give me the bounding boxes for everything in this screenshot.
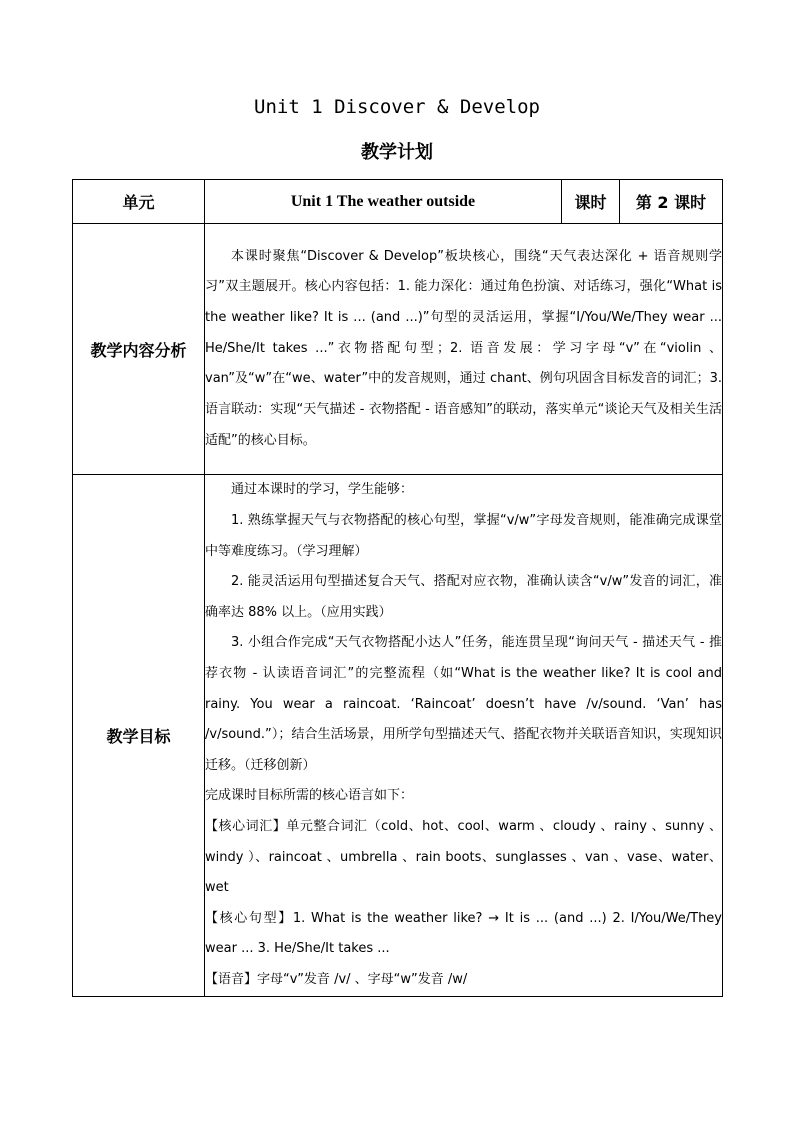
- analysis-text: 本课时聚焦“Discover & Develop”板块核心，围绕“天气表达深化 + 语音规则学习”双主题展开。核心内容包括：1. 能力深化：通过角色扮演、对话练习，强化“What is the weather like? It is ... (and ...)”句型的灵活运用，掌握“I/You/We/They wear ... He/She/It takes ...”衣物搭配句型；2. 语音发展：学习字母“v”在“violin 、van”及“w”在“we、water”中的发音规则，通过 chant、例句巩固含目标发音的词汇；3. 语言联动：实现“天气描述 - 衣物搭配 - 语音感知”的联动，落实单元“谈论天气及相关生活适配”的核心目标。: [205, 248, 722, 448]
- analysis-label: 教学内容分析: [73, 224, 205, 475]
- lesson-plan-table: [72, 179, 723, 997]
- phonics: 【语音】字母“v”发音 /v/ 、字母“w”发音 /w/: [205, 971, 468, 987]
- core-sentences: 【核心句型】1. What is the weather like? → It is ... (and ...) 2. I/You/We/They wear ... 3. He/She/It takes ...: [205, 910, 722, 957]
- goal-item-3: 3. 小组合作完成“天气衣物搭配小达人”任务，能连贯呈现“询问天气 - 描述天气 - 推荐衣物 - 认读语音词汇”的完整流程（如“What is the weather like? It is cool and rainy. You wear a raincoat. ‘Raincoat’ doesn’t have /v/sound. ‘Van’ has /v/sound.”）；结合生活场景，用所学句型描述天气、搭配衣物并关联语音知识，实现知识迁移。（迁移创新）: [205, 635, 722, 773]
- goals-row: [73, 475, 723, 997]
- document-title: Unit 1 Discover & Develop: [254, 96, 540, 118]
- core-language-intro: 完成课时目标所需的核心语言如下：: [205, 788, 414, 804]
- header-row: [73, 180, 723, 224]
- analysis-row: [73, 224, 723, 475]
- period-value: 第 2 课时: [620, 180, 723, 224]
- goals-label: 教学目标: [73, 475, 205, 997]
- analysis-cell: [205, 224, 723, 475]
- goal-item-2: 2. 能灵活运用句型描述复合天气、搭配对应衣物，准确认读含“v/w”发音的词汇，准确率达 88% 以上。（应用实践）: [205, 574, 722, 620]
- unit-label: 单元: [73, 180, 205, 224]
- goals-intro: 通过本课时的学习，学生能够：: [231, 482, 414, 498]
- goals-cell: [205, 475, 723, 997]
- goal-item-1: 1. 熟练掌握天气与衣物搭配的核心句型，掌握“v/w”字母发音规则，能准确完成课堂中等难度练习。（学习理解）: [205, 513, 722, 559]
- period-label: 课时: [562, 180, 620, 224]
- core-vocabulary: 【核心词汇】单元整合词汇（cold、hot、cool、warm 、cloudy 、rainy 、sunny 、windy ）、raincoat 、umbrella 、rain boots、sunglasses 、van 、vase、water、wet: [205, 818, 722, 896]
- document-subtitle: 教学计划: [361, 142, 433, 163]
- unit-name: Unit 1 The weather outside: [205, 180, 562, 224]
